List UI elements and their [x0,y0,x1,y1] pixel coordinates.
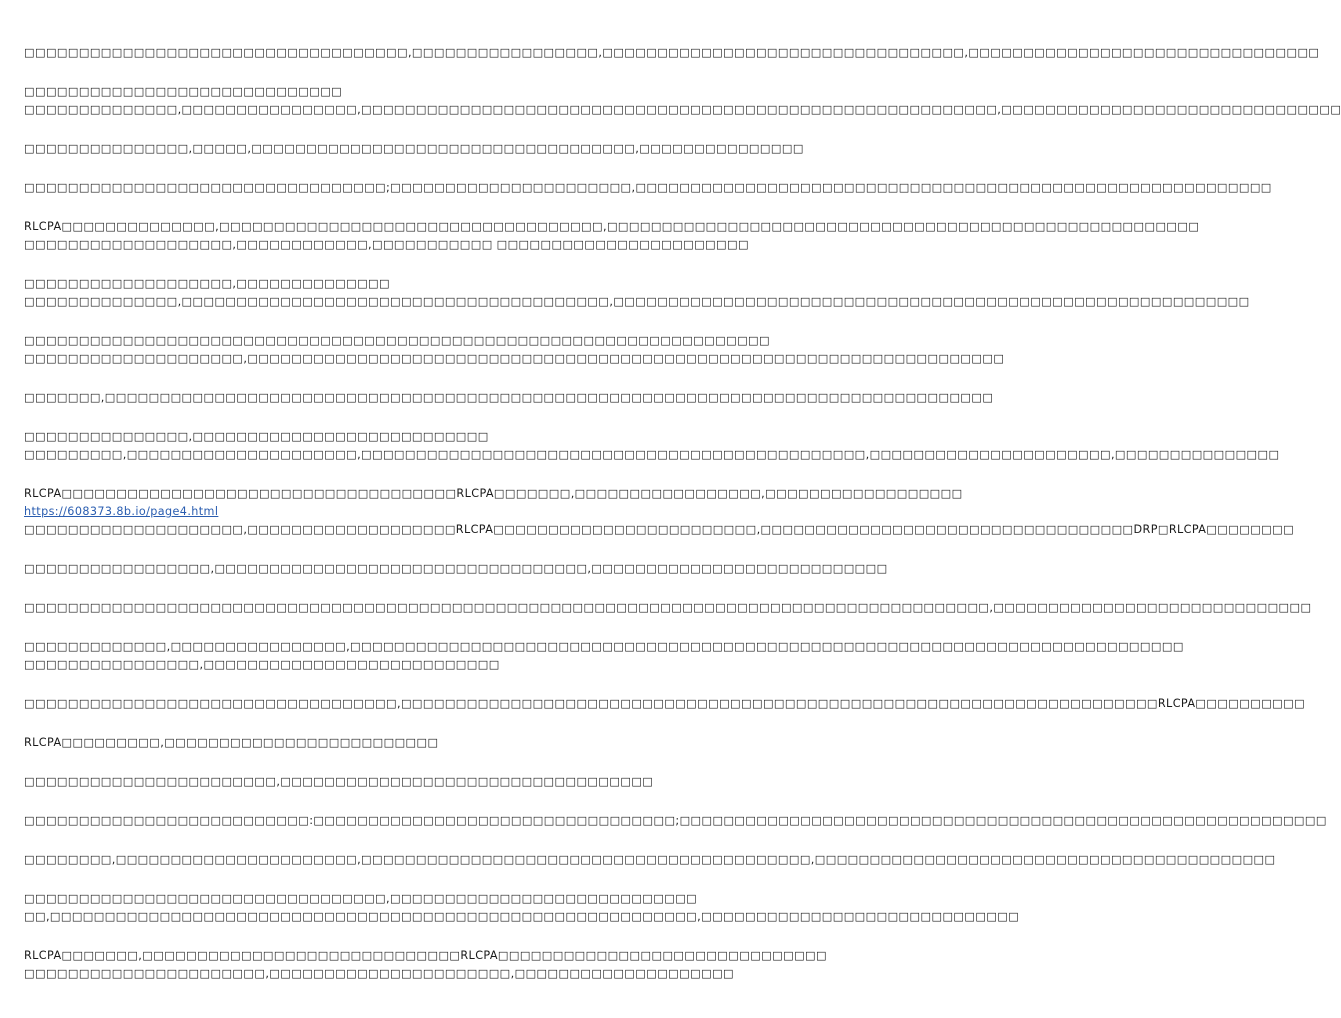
text-line: □□□□□□□□,□□□□□□□□□□□□□□□□□□□□□□,□□□□□□□□□□□□□□□□□□□□□□□□□□□□□□□□□□□□□□□□□,□□□□□□□□□□□□□□□□□□□□□□□□□□□□□□□□□□□□□□□□□□ [24,853,1276,866]
text-line: RLCPA□□□□□□□□□,□□□□□□□□□□□□□□□□□□□□□□□□□ [24,736,439,749]
paragraph-20 [24,947,827,983]
paragraph-10 [24,485,1295,539]
paragraph-16 [24,773,696,791]
text-line: □□□□□□□□□□□□□□□□□□□□□□,□□□□□□□□□□□□□□□□□□□□□□,□□□□□□□□□□□□□□□□□□□□ [24,967,735,980]
paragraph-14 [24,695,1306,713]
text-line: RLCPA□□□□□□□□□□□□□□□□□□□□□□□□□□□□□□□□□□□□RLCPA□□□□□□□,□□□□□□□□□□□□□□□□□,□□□□□□□□□□□□□□□□□□ [24,487,963,500]
text-line: □□□□□□□,□□□□□□□□□□□□□□□□□□□□□□□□□□□□□□□□□□□□□□□□□□□□□□□□□□□□□□□□□□□□□□□□□□□□□□□□□□□□□□□□□ [24,391,994,404]
text-line: □□□□□□□□□□□□□□□,□□□□□,□□□□□□□□□□□□□□□□□□□□□□□□□□□□□□□□□□□,□□□□□□□□□□□□□□□ [24,142,804,155]
paragraph-6 [24,275,1250,311]
text-line: □□□□□□□□□□□□□□□□□□□□□□□□□□□□□□□□□,□□□□□□□□□□□□□□□□□□□□□□□□□□□□ [24,892,698,905]
text-line: □□□□□□□□□□□□□□□□□,□□□□□□□□□□□□□□□□□□□□□□□□□□□□□□□□□□,□□□□□□□□□□□□□□□□□□□□□□□□□□□ [24,562,888,575]
text-line: □□□□□□□□□□□□□□□□,□□□□□□□□□□□□□□□□□□□□□□□□□□□ [24,658,500,671]
paragraph-13 [24,638,1184,674]
paragraph-2 [24,83,1341,119]
text-line: □□□□□□□□□□□□□□,□□□□□□□□□□□□□□□□□□□□□□□□□□□□□□□□□□□□□□□,□□□□□□□□□□□□□□□□□□□□□□□□□□□□□□□□□□□□□□□□□□□□□□□□□□□□□□□□□□ [24,295,1250,308]
text-line: □□□□□□□□□□□□□□□□□□□□□□□□□□□□□ [24,85,343,98]
text-line: □□□□□□□□□□□□□□□□□□□□□□□□□□□□□□□□□□□□□□□□□□□□□□□□□□□□□□□□□□□□□□□□□□□□□□□□□□□□□□□□□□□□□□□□,□□□□□□□□□□□□□□□□□□□□□□□□□□□□□ [24,601,1312,614]
text-line: □□□□□□□□□□□□□□□□□□□□□□□□□□□□□□□□□;□□□□□□□□□□□□□□□□□□□□□□,□□□□□□□□□□□□□□□□□□□□□□□□□□□□□□□□□□□□□□□□□□□□□□□□□□□□□□□□□□ [24,181,1272,194]
text-line: □□□□□□□□□□□□□□□□□□□□□□□□□□□□□□□□□□□□□□□□□□□□□□□□□□□□□□□□□□□□□□□□□□□□ [24,334,770,347]
text-line: □□□□□□□□□□□□□□,□□□□□□□□□□□□□□□□,□□□□□□□□□□□□□□□□□□□□□□□□□□□□□□□□□□□□□□□□□□□□□□□□□□□□□□□□□□,□□□□□□□□□□□□□□□□□□□□□□□□□□□□□□□ [24,103,1341,116]
text-line: □□□□□□□□□□□□□□□□□□□□,□□□□□□□□□□□□□□□□□□□□□□□□□□□□□□□□□□□□□□□□□□□□□□□□□□□□□□□□□□□□□□□□□□□□□ [24,352,1005,365]
text-line: RLCPA□□□□□□□,□□□□□□□□□□□□□□□□□□□□□□□□□□□□□RLCPA□□□□□□□□□□□□□□□□□□□□□□□□□□□□□□ [24,949,827,962]
text-line: RLCPA□□□□□□□□□□□□□□,□□□□□□□□□□□□□□□□□□□□□□□□□□□□□□□□□□□,□□□□□□□□□□□□□□□□□□□□□□□□□□□□□□□□□□□□□□□□□□□□□□□□□□□□□□ [24,220,1200,233]
text-line: □□□□□□□□□□□□□□□□□□□□,□□□□□□□□□□□□□□□□□□□RLCPA□□□□□□□□□□□□□□□□□□□□□□□□,□□□□□□□□□□□□□□□□□□□□□□□□□□□□□□□□□□DRP□RLCPA□□□□□□□□ [24,523,1295,536]
paragraph-9 [24,428,1280,464]
paragraph-15 [24,734,696,752]
text-line: □□□□□□□□□□□□□□□□□□□□□□□□□□:□□□□□□□□□□□□□□□□□□□□□□□□□□□□□□□□□;□□□□□□□□□□□□□□□□□□□□□□□□□□□□□□□□□□□□□□□□□□□□□□□□□□□□□□□□□□□ [24,814,1327,827]
text-line: □□,□□□□□□□□□□□□□□□□□□□□□□□□□□□□□□□□□□□□□□□□□□□□□□□□□□□□□□□□□□□,□□□□□□□□□□□□□□□□□□□□□□□□□□□□□ [24,910,1020,923]
text-line: □□□□□□□□□,□□□□□□□□□□□□□□□□□□□□□,□□□□□□□□□□□□□□□□□□□□□□□□□□□□□□□□□□□□□□□□□□□□□□,□□□□□□□□□□□□□□□□□□□□□□,□□□□□□□□□□□□□□□ [24,448,1280,461]
paragraph-8 [24,389,994,407]
text-line: □□□□□□□□□□□□□□□,□□□□□□□□□□□□□□□□□□□□□□□□□□□ [24,430,489,443]
document-body [24,44,1341,1004]
paragraph-5 [24,218,1200,254]
page4-link[interactable]: https://608373.8b.io/page4.html [24,505,219,518]
text-line: □□□□□□□□□□□□□□□□□□□□□□□□□□□□□□□□□□,□□□□□□□□□□□□□□□□□□□□□□□□□□□□□□□□□□□□□□□□□□□□□□□□□□□□□□□□□□□□□□□□□□□□□RLCPA□□□□□□□□□□ [24,697,1306,710]
paragraph-11 [24,560,888,578]
paragraph-3 [24,140,804,158]
text-line: □□□□□□□□□□□□□□□□□□□□□□□□□□□□□□□□□□□,□□□□□□□□□□□□□□□□□,□□□□□□□□□□□□□□□□□□□□□□□□□□□□□□□□□,□□□□□□□□□□□□□□□□□□□□□□□□□□□□□□□□ [24,46,1320,59]
paragraph-4 [24,179,1272,197]
paragraph-17 [24,812,1327,830]
paragraph-12 [24,599,1312,617]
paragraph-7 [24,332,1005,368]
text-line: □□□□□□□□□□□□□,□□□□□□□□□□□□□□□□,□□□□□□□□□□□□□□□□□□□□□□□□□□□□□□□□□□□□□□□□□□□□□□□□□□□□□□□□□□□□□□□□□□□□□□□□□□□□ [24,640,1184,653]
text-line: □□□□□□□□□□□□□□□□□□□□□□□,□□□□□□□□□□□□□□□□□□□□□□□□□□□□□□□□□□ [24,775,654,788]
text-line: □□□□□□□□□□□□□□□□□□□,□□□□□□□□□□□□□□ [24,277,390,290]
text-line: □□□□□□□□□□□□□□□□□□□,□□□□□□□□□□□□,□□□□□□□□□□□ □□□□□□□□□□□□□□□□□□□□□□□ [24,238,749,251]
paragraph-18 [24,851,1276,869]
paragraph-19 [24,890,1020,926]
paragraph-1 [24,44,1320,62]
